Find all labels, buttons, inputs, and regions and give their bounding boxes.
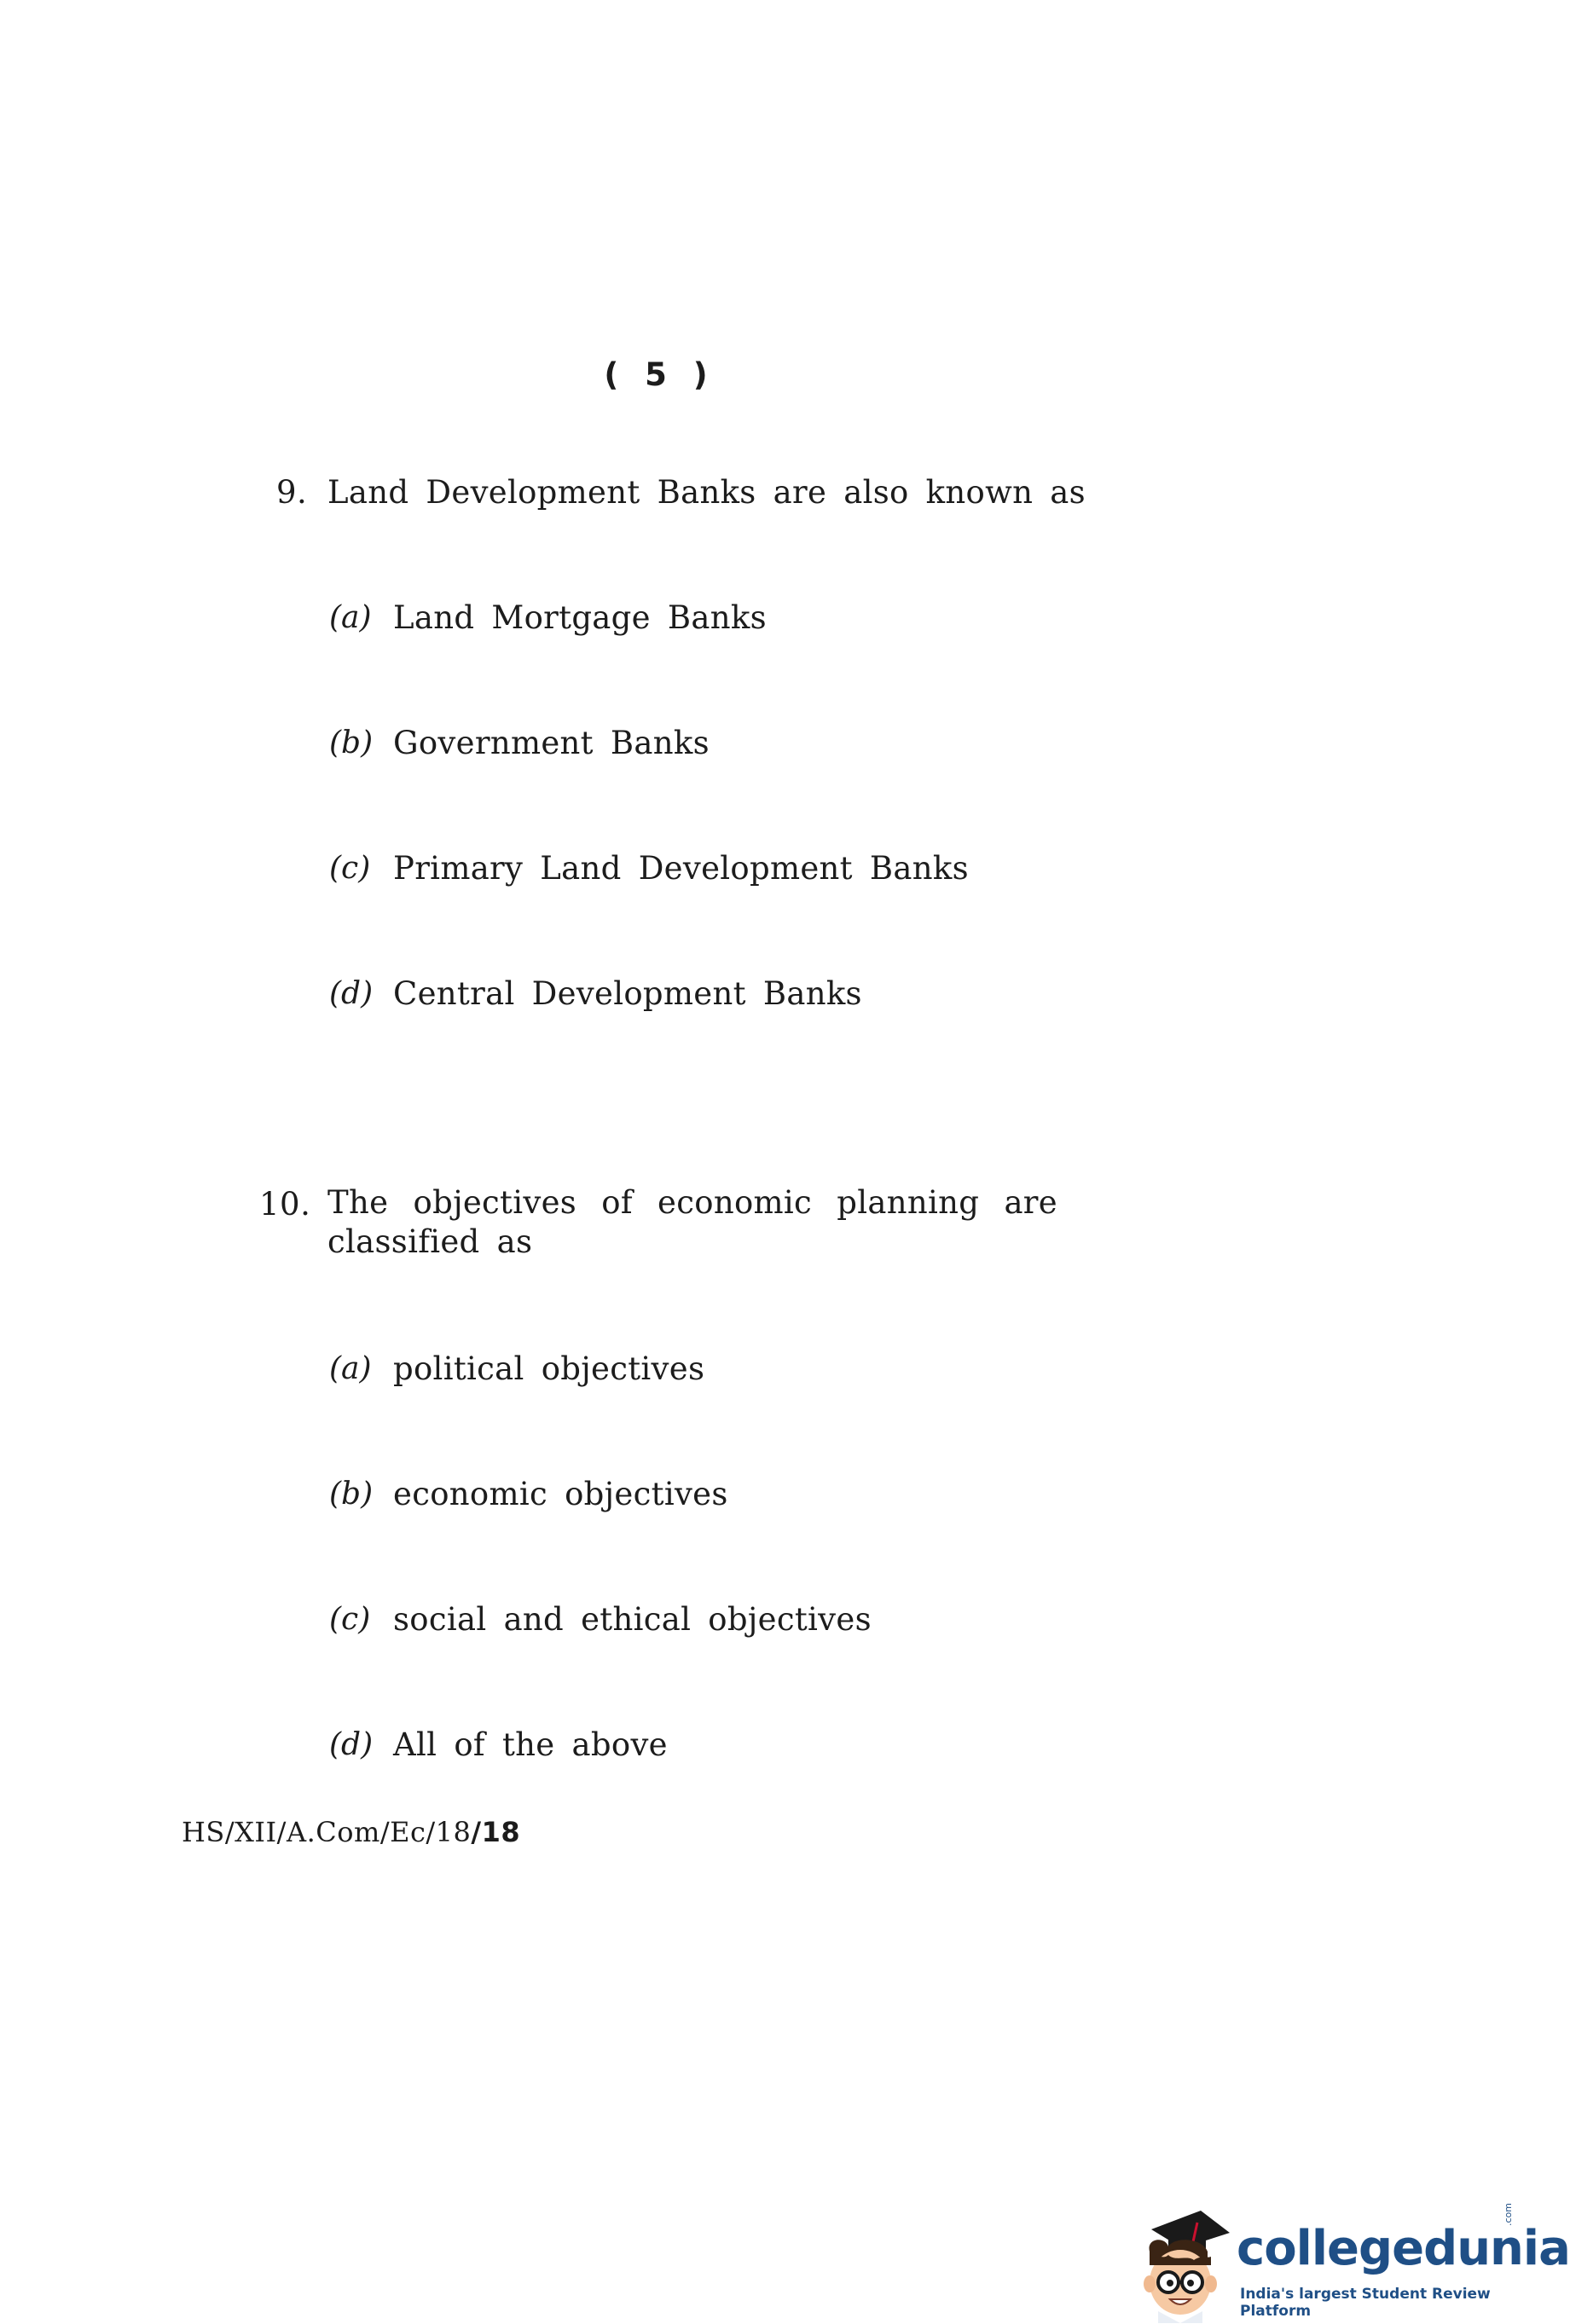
question-number: 10. — [259, 1186, 311, 1223]
question-text: Land Development Banks are also known as — [327, 474, 1086, 511]
option-text: Government Banks — [393, 725, 710, 761]
paper-code-suffix: /18 — [471, 1816, 521, 1848]
paper-code — [182, 1816, 520, 1848]
option-letter: (d) — [329, 1727, 374, 1762]
option-letter: (a) — [329, 1351, 372, 1386]
option-letter: (c) — [329, 851, 371, 886]
option-text: All of the above — [393, 1726, 668, 1763]
mascot-icon — [1134, 2204, 1237, 2323]
question-number: 9. — [276, 474, 308, 511]
option-letter: (c) — [329, 1602, 371, 1637]
option-text: Central Development Banks — [393, 975, 862, 1012]
option-letter: (b) — [329, 726, 374, 760]
option-letter: (b) — [329, 1477, 374, 1512]
brand-suffix: .com — [1503, 2203, 1514, 2226]
question-text: The objectives of economic planning are classified as — [327, 1184, 1057, 1260]
option-text: economic objectives — [393, 1476, 728, 1512]
option-text: Land Mortgage Banks — [393, 599, 767, 636]
option-text: political objectives — [393, 1350, 705, 1387]
option-text: Primary Land Development Banks — [393, 850, 969, 887]
page-number: ( 5 ) — [604, 356, 710, 393]
option-text: social and ethical objectives — [393, 1601, 872, 1638]
option-letter: (a) — [329, 600, 372, 635]
brand-tagline: India's largest Student Review Platform — [1240, 2286, 1491, 2320]
option-letter: (d) — [329, 976, 374, 1011]
paper-code-text: HS/XII/A.Com/Ec/18 — [182, 1816, 472, 1848]
brand-name: collegedunia — [1237, 2221, 1570, 2276]
brand-logo — [1134, 2203, 1570, 2323]
